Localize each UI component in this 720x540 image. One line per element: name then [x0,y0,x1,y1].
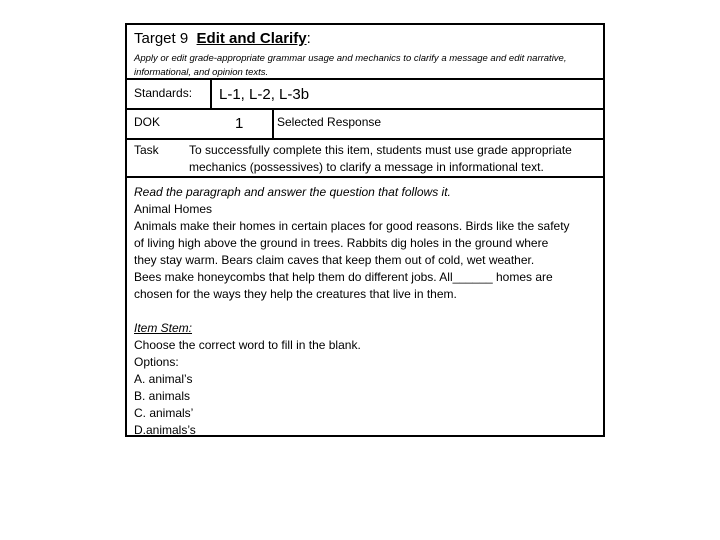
item-stem-label: Item Stem: [134,321,193,335]
target-number: Target 9 [134,30,189,47]
description-line: informational, and opinion texts. [134,67,269,78]
passage-instruction: Read the paragraph and answer the question that follows it. [134,185,451,199]
option-d: D.animals’s [134,423,196,437]
option-c: C. animals’ [134,406,194,420]
description-line: Apply or edit grade-appropriate grammar usage and mechanics to clarify a message and edit narrative, [134,53,567,64]
task-line: To successfully complete this item, students must use grade appropriate [189,143,572,157]
divider [127,176,603,178]
reading-passage [134,184,604,303]
divider [210,78,212,108]
passage-line: Bees make honeycombs that help them do different jobs. All______ homes are [134,270,553,284]
item-specification-card [125,23,605,437]
target-description [134,52,602,80]
passage-line: they stay warm. Bears claim caves that keep them out of cold, wet weather. [134,253,535,267]
divider [127,108,603,110]
target-title [134,30,311,47]
task-description [189,142,603,176]
item-prompt: Choose the correct word to fill in the blank. [134,338,361,352]
option-a: A. animal’s [134,372,193,386]
task-label: Task [134,143,159,157]
target-name: Edit and Clarify [196,30,307,47]
dok-value: 1 [235,115,244,132]
divider [272,108,274,138]
option-b: B. animals [134,389,191,403]
dok-label: DOK [134,115,161,129]
options-label: Options: [134,355,179,369]
task-line: mechanics (possessives) to clarify a message in informational text. [189,160,544,174]
item-stem [134,320,361,439]
standards-value: L-1, L-2, L-3b [219,86,310,103]
passage-line: Animals make their homes in certain places for good reasons. Birds like the safety [134,219,570,233]
item-type: Selected Response [277,115,382,129]
standards-label: Standards: [134,86,193,100]
divider [127,78,603,80]
divider [127,138,603,140]
passage-line: of living high above the ground in trees. Rabbits dig holes in the ground where [134,236,549,250]
passage-line: chosen for the ways they help the creatures that live in them. [134,287,457,301]
passage-title: Animal Homes [134,202,213,216]
title-colon: : [306,30,311,47]
